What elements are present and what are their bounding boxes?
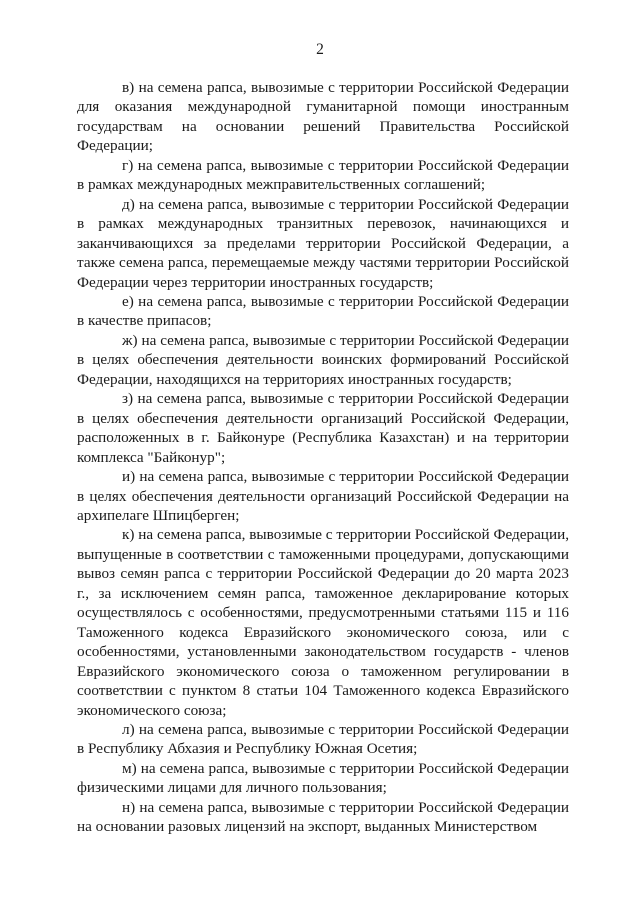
page-number: 2 <box>316 41 324 58</box>
paragraph-z: з) на семена рапса, вывозимые с территории Российской Федерации в целях обеспечения деятельности организаций Российской Федерации, расположенных в г. Байконуре (Республика Казахстан) и на территории комплекса "Байконур"; <box>77 390 569 466</box>
paragraph-zh: ж) на семена рапса, вывозимые с территории Российской Федерации в целях обеспечения деятельности воинских формирований Российской Федерации, находящихся на территориях иностранных государств; <box>77 331 569 388</box>
document-body <box>77 78 569 837</box>
paragraph-e: е) на семена рапса, вывозимые с территории Российской Федерации в качестве припасов; <box>77 292 569 330</box>
paragraph-n: н) на семена рапса, вывозимые с территории Российской Федерации на основании разовых лицензий на экспорт, выданных Министерством <box>77 798 569 836</box>
paragraph-k: к) на семена рапса, вывозимые с территории Российской Федерации, выпущенные в соответствии с таможенными процедурами, допускающими вывоз семян рапса с территории Российской Федерации до 20 марта 2023 г., за исключением семян рапса, таможенное декларирование которых осуществлялось с особенностями, предусмотренными статьями 115 и 116 Таможенного кодекса Евразийского экономического союза, или с особенностями, установленными законодательством государств - членов Евразийского экономического союза о таможенном регулировании в соответствии с пунктом 8 статьи 104 Таможенного кодекса Евразийского экономического союза; <box>77 526 569 719</box>
paragraph-m: м) на семена рапса, вывозимые с территории Российской Федерации физическими лицами для личного пользования; <box>77 759 569 797</box>
paragraph-v: в) на семена рапса, вывозимые с территории Российской Федерации для оказания международной гуманитарной помощи иностранным государствам на основании решений Правительства Российской Федерации; <box>77 79 569 155</box>
paragraph-l: л) на семена рапса, вывозимые с территории Российской Федерации в Республику Абхазия и Республику Южная Осетия; <box>77 720 569 758</box>
paragraph-i: и) на семена рапса, вывозимые с территории Российской Федерации в целях обеспечения деятельности организаций Российской Федерации на архипелаге Шпицберген; <box>77 468 569 524</box>
paragraph-d: д) на семена рапса, вывозимые с территории Российской Федерации в рамках международных транзитных перевозок, начинающихся и заканчивающихся за пределами территории Российской Федерации, а также семена рапса, перемещаемые между частями территории Российской Федерации через территории иностранных государств; <box>77 195 569 291</box>
paragraph-g: г) на семена рапса, вывозимые с территории Российской Федерации в рамках международных межправительственных соглашений; <box>77 156 569 194</box>
